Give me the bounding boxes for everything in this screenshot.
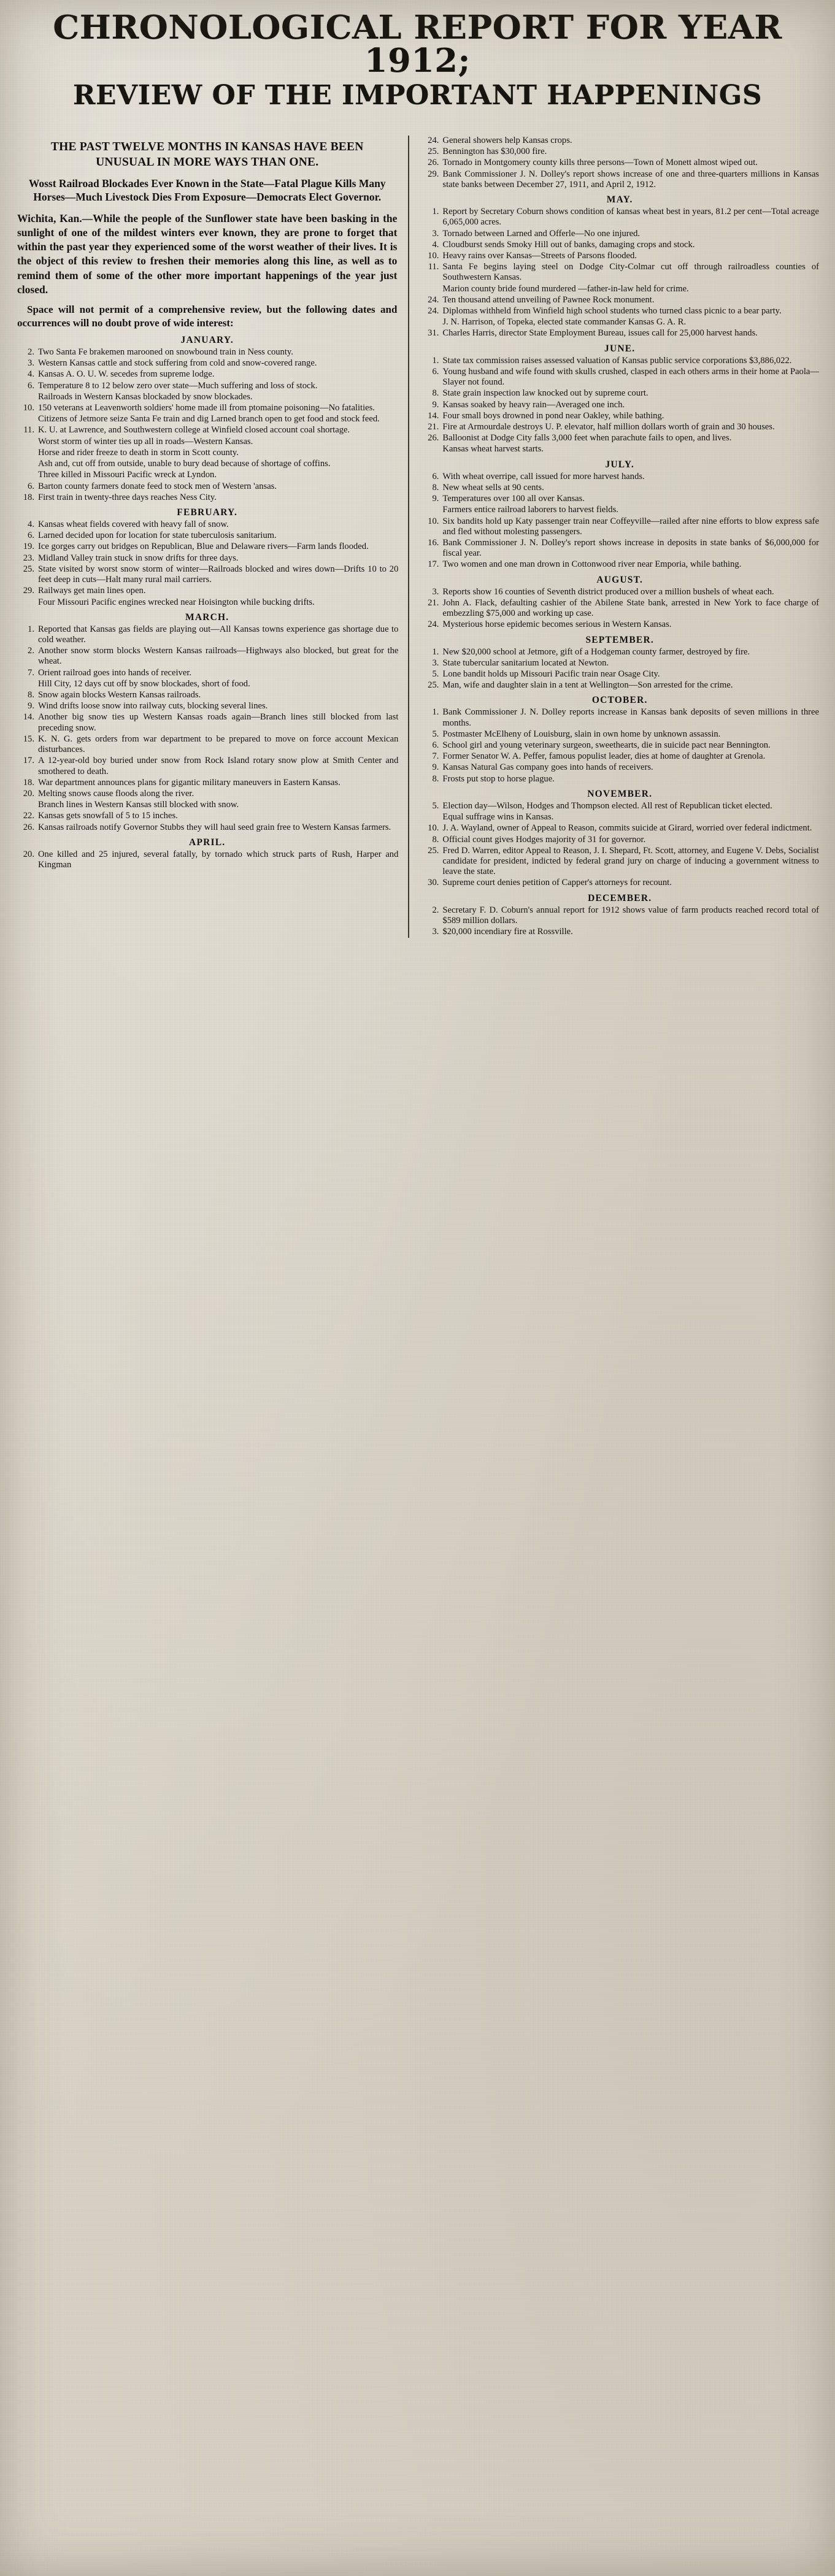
entry-text: Report by Secretary Coburn shows condition of kansas wheat best in years, 81.2 per cent—Total acreage 6,065,000 acres. [442, 207, 819, 228]
entry-day-number: 1. [432, 646, 439, 657]
entry-day-number: 3. [432, 657, 439, 668]
headline-block [0, 0, 835, 112]
month-heading: MARCH. [185, 611, 229, 623]
entry-day-number: 6. [432, 471, 439, 481]
entry-text: Four small boys drowned in pond near Oakley, while bathing. [442, 410, 664, 421]
entry-text: Kansas soaked by heavy rain—Averaged one inch. [442, 399, 625, 410]
chronology-entry [420, 422, 819, 432]
chronology-entry [16, 381, 398, 391]
chronology-entry [420, 647, 819, 657]
entry-day-number: 6. [432, 740, 439, 751]
chronology-entry [420, 538, 819, 559]
month-entry-list [420, 707, 819, 784]
entry-text: Bennington has $30,000 fire. [442, 147, 547, 157]
chronology-entry [420, 207, 819, 228]
chronology-entry [16, 811, 398, 821]
entry-day-number [420, 812, 442, 822]
entry-text: Bank Commissioner J. N. Dolley's report shows increase in deposits in state banks of $6,000,000 for fiscal year. [442, 537, 819, 559]
chronology-entry [420, 707, 819, 728]
entry-day-number: 9. [432, 399, 439, 410]
chronology-entry [16, 668, 398, 678]
month-entry-list [16, 624, 398, 833]
month-entry-list [420, 207, 819, 339]
entry-day-number: 3. [28, 358, 34, 369]
column-right [409, 136, 819, 938]
entry-day-number: 1. [432, 707, 439, 718]
chronology-entry [420, 729, 819, 740]
month-heading: APRIL. [189, 837, 226, 848]
entry-day-number: 10. [23, 403, 34, 413]
chronology-entry [16, 531, 398, 541]
chronology-entry [16, 347, 398, 358]
entry-text: John A. Flack, defaulting cashier of the Abilene State bank, arrested in New York to face charge of embezzling $75,000 and working up case. [442, 597, 819, 619]
chronology-entry [16, 679, 398, 689]
chronology-entry [16, 553, 398, 564]
headline-line-2: REVIEW OF THE IMPORTANT HAPPENINGS [72, 80, 763, 112]
entry-day-number: 17. [428, 559, 439, 570]
entry-day-number: 23. [23, 553, 34, 563]
entry-day-number [16, 597, 38, 608]
sub-deck-headline: Wosst Railroad Blockades Ever Known in the State—Fatal Plague Kills Many Horses—Much Livestock Dies From Exposure—Democrats Elect Governor. [28, 177, 386, 204]
month-entry-list [420, 905, 819, 938]
entry-day-number: 21. [428, 422, 439, 432]
entry-text: State visited by worst snow storm of winter—Railroads blocked and wires down—Drifts 10 to 20 feet deep in cuts—Halt many rural mail carriers. [38, 564, 399, 585]
entry-day-number: 11. [23, 425, 34, 435]
chronology-entry [420, 367, 819, 388]
month-entry-list [16, 347, 398, 503]
chronology-entry [16, 849, 398, 870]
entry-text: Snow again blocks Western Kansas railroads. [38, 690, 201, 700]
entry-day-number: 25. [428, 845, 439, 856]
chronology-entry [420, 751, 819, 762]
entry-text: Heavy rains over Kansas—Streets of Parsons flooded. [442, 250, 637, 261]
month-entry-list [420, 356, 819, 455]
entry-day-number: 25. [23, 564, 34, 574]
chronology-entry [16, 481, 398, 492]
chronology-entry [16, 448, 398, 458]
entry-text: Supreme court denies petition of Capper's attorneys for recount. [442, 878, 672, 888]
entry-text: Equal suffrage wins in Kansas. [442, 812, 554, 822]
entry-day-number: 9. [432, 762, 439, 773]
entry-day-number: 3. [432, 927, 439, 937]
entry-day-number [420, 284, 442, 294]
chronology-entry [420, 762, 819, 773]
month-entry-list [420, 136, 819, 190]
month-heading: JUNE. [604, 343, 636, 354]
entry-text: Man, wife and daughter slain in a tent at Wellington—Son arrested for the crime. [442, 680, 733, 691]
entry-day-number: 10. [428, 516, 439, 526]
entry-text: Western Kansas cattle and stock suffering from cold and snow-covered range. [38, 358, 317, 369]
chronology-entry [420, 472, 819, 482]
left-month-list [16, 335, 398, 870]
entry-day-number: 14. [428, 410, 439, 421]
entry-text: Secretary F. D. Coburn's annual report for 1912 shows value of farm products reached record total of $589 million dollars. [442, 905, 819, 926]
chronology-entry [420, 411, 819, 421]
chronology-entry [420, 823, 819, 834]
entry-text: One killed and 25 injured, several fatally, by tornado which struck parts of Rush, Harper and Kingman [38, 849, 399, 870]
chronology-entry [420, 494, 819, 504]
chronology-entry [420, 229, 819, 239]
entry-text: Reported that Kansas gas fields are playing out—All Kansas towns experience gas shortage due to cold weather. [38, 624, 399, 645]
chronology-entry [16, 646, 398, 667]
entry-text: New wheat sells at 90 cents. [442, 482, 544, 493]
chronology-entry [16, 564, 398, 585]
entry-text: A 12-year-old boy buried under snow from Rock Island rotary snow plow at Smith Center and smothered to death. [38, 756, 399, 776]
entry-text: Frosts put stop to horse plague. [442, 773, 555, 784]
chronology-entry [420, 169, 819, 190]
entry-day-number: 18. [23, 492, 34, 502]
chronology-entry [16, 403, 398, 413]
entry-text: Postmaster McElheny of Louisburg, slain in own home by unknown assassin. [442, 729, 721, 739]
month-heading: JULY. [605, 459, 634, 470]
entry-text: Election day—Wilson, Hodges and Thompson elected. All rest of Republican ticket elected. [442, 800, 772, 811]
chronology-entry [420, 158, 819, 168]
chronology-entry [16, 519, 398, 530]
entry-text: Balloonist at Dodge City falls 3,000 feet when parachute fails to open, and lives. [442, 433, 732, 443]
chronology-entry [420, 251, 819, 261]
entry-day-number: 17. [23, 756, 34, 766]
entry-day-number: 25. [428, 147, 439, 157]
entry-text: War department announces plans for gigantic military maneuvers in Eastern Kansas. [38, 777, 341, 788]
entry-day-number [16, 437, 38, 447]
entry-text: Fred D. Warren, editor Appeal to Reason, J. I. Shepard, Ft. Scott, attorney, and Eugene V. Debs, Socialist candidate for president, indicted by federal grand jury on charge of inducing a government witness to leave the state. [442, 845, 819, 877]
entry-day-number: 3. [432, 228, 439, 239]
month-entry-list [420, 587, 819, 631]
entry-text: State grain inspection law knocked out by supreme court. [442, 388, 648, 399]
entry-text: Bank Commissioner J. N. Dolley reports increase in Kansas bank deposits of seven millions in three months. [442, 707, 819, 728]
entry-day-number: 16. [428, 537, 439, 548]
chronology-entry [420, 136, 819, 146]
entry-day-number: 31. [428, 328, 439, 339]
entry-day-number: 3. [432, 586, 439, 597]
entry-text: Six bandits hold up Katy passenger train near Coffeyville—railed after nine efforts to blow express safe and fled without molesting passengers. [442, 516, 819, 537]
entry-text: Temperature 8 to 12 below zero over state—Much suffering and loss of stock. [38, 380, 318, 391]
entry-text: Santa Fe begins laying steel on Dodge City-Colmar cut off through railroadless counties of Southwestern Kansas. [442, 262, 819, 283]
entry-day-number: 7. [28, 667, 34, 678]
chronology-entry [420, 927, 819, 937]
chronology-entry [420, 284, 819, 294]
entry-text: Diplomas withheld from Winfield high school students who turned class picnic to a bear party. [442, 306, 782, 316]
chronology-entry [420, 262, 819, 283]
entry-text: Horse and rider freeze to death in storm in Scott county. [38, 447, 239, 458]
entry-text: First train in twenty-three days reaches Ness City. [38, 492, 217, 502]
entry-day-number: 14. [23, 712, 34, 723]
entry-text: Ash and, cut off from outside, unable to bury dead because of shortage of coffins. [38, 459, 331, 469]
chronology-entry [16, 701, 398, 711]
entry-day-number: 11. [428, 262, 439, 272]
chronology-entry [420, 878, 819, 888]
entry-text: Melting snows cause floods along the river. [38, 789, 194, 799]
entry-day-number: 24. [428, 619, 439, 630]
entry-day-number: 18. [23, 777, 34, 788]
chronology-entry [16, 789, 398, 799]
entry-day-number: 20. [23, 849, 34, 859]
entry-day-number: 9. [432, 494, 439, 504]
chronology-entry [420, 801, 819, 811]
entry-day-number [16, 800, 38, 810]
second-paragraph: Space will not permit of a comprehensive review, but the following dates and occurrences will no doubt prove of wide interest: [17, 303, 398, 329]
chronology-entry [16, 624, 398, 645]
entry-day-number [420, 317, 442, 328]
entry-day-number: 6. [432, 366, 439, 377]
chronology-entry [16, 597, 398, 608]
entry-text: 150 veterans at Leavenworth soldiers' home made ill from ptomaine poisoning—No fatalities. [38, 403, 375, 413]
entry-text: Branch lines in Western Kansas still blocked with snow. [38, 800, 239, 810]
entry-day-number: 26. [428, 158, 439, 168]
entry-text: New $20,000 school at Jetmore, gift of a Hodgeman county farmer, destroyed by fire. [442, 646, 750, 657]
entry-text: Another big snow ties up Western Kansas roads again—Branch lines still blocked from last preceding snow. [38, 712, 399, 733]
month-heading: NOVEMBER. [587, 788, 653, 799]
entry-text: Official count gives Hodges majority of 31 for governor. [442, 834, 646, 845]
chronology-entry [420, 559, 819, 570]
entry-text: Reports show 16 counties of Seventh district produced over a million bushels of wheat each. [442, 586, 774, 597]
chronology-entry [420, 306, 819, 316]
entry-text: Former Senator W. A. Peffer, famous populist leader, dies at home of daughter at Grenola. [442, 751, 766, 762]
chronology-entry [16, 712, 398, 733]
entry-text: Kansas A. O. U. W. secedes from supreme lodge. [38, 369, 215, 380]
entry-day-number: 8. [28, 690, 34, 700]
entry-text: Four Missouri Pacific engines wrecked near Hoisington while bucking drifts. [38, 597, 315, 607]
entry-text: Farmers entice railroad laborers to harvest fields. [442, 505, 618, 515]
entry-day-number: 5. [432, 729, 439, 739]
entry-day-number: 1. [432, 355, 439, 366]
entry-day-number: 4. [28, 519, 34, 529]
chronology-entry [420, 835, 819, 845]
chronology-entry [420, 516, 819, 537]
entry-day-number [16, 414, 38, 424]
month-heading: AUGUST. [596, 574, 644, 585]
chronology-entry [420, 483, 819, 493]
entry-day-number: 8. [432, 482, 439, 493]
entry-day-number: 10. [428, 823, 439, 834]
entry-text: Kansas gets snowfall of 5 to 15 inches. [38, 811, 178, 821]
chronology-entry [420, 356, 819, 366]
chronology-entry [16, 369, 398, 380]
chronology-entry [16, 459, 398, 469]
entry-day-number: 20. [23, 789, 34, 799]
entry-day-number: 8. [432, 773, 439, 784]
month-entry-list [420, 472, 819, 570]
entry-day-number [420, 505, 442, 515]
entry-day-number: 6. [28, 531, 34, 541]
headline-line-1: CHRONOLOGICAL REPORT FOR YEAR 1912; [53, 9, 782, 80]
entry-text: Railways get main lines open. [38, 586, 146, 596]
chronology-entry [420, 774, 819, 784]
chronology-entry [420, 444, 819, 454]
article-columns [0, 133, 835, 950]
entry-day-number: 25. [428, 680, 439, 691]
chronology-entry [420, 905, 819, 926]
chronology-entry [16, 756, 398, 776]
entry-day-number: 2. [28, 347, 34, 357]
chronology-entry [420, 680, 819, 691]
month-heading: SEPTEMBER. [585, 634, 654, 645]
entry-text: Lone bandit holds up Missouri Pacific train near Osage City. [442, 669, 660, 679]
chronology-entry [16, 800, 398, 810]
entry-text: Another snow storm blocks Western Kansas railroads—Highways also blocked, but great for the wheat. [38, 646, 399, 667]
chronology-entry [420, 317, 819, 328]
entry-text: Fire at Armourdale destroys U. P. elevator, half million dollars worth of grain and 30 houses. [442, 422, 775, 432]
entry-text: Three killed in Missouri Pacific wreck at Lyndon. [38, 470, 217, 480]
entry-text: With wheat overripe, call issued for more harvest hands. [442, 471, 645, 481]
chronology-entry [420, 846, 819, 878]
entry-day-number: 8. [432, 388, 439, 399]
entry-day-number: 6. [28, 380, 34, 391]
month-heading: OCTOBER. [591, 695, 648, 706]
entry-text: State tubercular sanitarium located at Newton. [442, 657, 609, 668]
chronology-entry [16, 437, 398, 447]
chronology-entry [16, 392, 398, 402]
entry-text: Worst storm of winter ties up all in roads—Western Kansas. [38, 436, 253, 447]
entry-day-number: 29. [428, 169, 439, 179]
chronology-entry [16, 493, 398, 503]
chronology-entry [420, 658, 819, 669]
chronology-entry [420, 587, 819, 597]
entry-text: Marion county bride found murdered —father-in-law held for crime. [442, 283, 689, 294]
chronology-entry [420, 328, 819, 339]
entry-text: Orient railroad goes into hands of receiver. [38, 667, 192, 678]
entry-day-number: 4. [432, 239, 439, 250]
entry-text: Kansas railroads notify Governor Stubbs they will haul seed grain free to Western Kansas farmers. [38, 822, 391, 832]
entry-text: K. U. at Lawrence, and Southwestern college at Winfield closed account coal shortage. [38, 425, 350, 435]
entry-text: Young husband and wife found with skulls crushed, clasped in each others arms in their home at Paola—Slayer not found. [442, 366, 819, 388]
chronology-entry [420, 669, 819, 680]
entry-day-number: 2. [28, 646, 34, 656]
chronology-entry [16, 822, 398, 833]
entry-day-number: 5. [432, 800, 439, 811]
entry-text: Ice gorges carry out bridges on Republican, Blue and Delaware rivers—Farm lands flooded. [38, 542, 369, 552]
entry-day-number: 30. [428, 878, 439, 888]
entry-text: Cloudburst sends Smoky Hill out of banks, damaging crops and stock. [442, 239, 695, 250]
entry-text: Kansas wheat fields covered with heavy fall of snow. [38, 519, 229, 529]
month-entry-list [16, 519, 398, 608]
entry-text: Tornado between Larned and Offerle—No one injured. [442, 228, 641, 239]
chronology-entry [16, 542, 398, 552]
entry-day-number: 6. [28, 481, 34, 491]
entry-text: School girl and young veterinary surgeon, sweethearts, die in suicide pact near Bennington. [442, 740, 771, 751]
entry-text: J. A. Wayland, owner of Appeal to Reason, commits suicide at Girard, worried over federal indictment. [442, 823, 812, 834]
month-entry-list [420, 647, 819, 691]
month-entry-list [16, 849, 398, 870]
entry-day-number: 26. [428, 433, 439, 443]
chronology-entry [420, 295, 819, 305]
entry-day-number: 1. [28, 624, 34, 634]
chronology-entry [420, 740, 819, 751]
entry-day-number: 24. [428, 306, 439, 316]
entry-day-number: 1. [432, 207, 439, 217]
entry-day-number: 2. [432, 905, 439, 915]
entry-day-number: 29. [23, 586, 34, 596]
entry-text: Hill City, 12 days cut off by snow blockades, short of food. [38, 678, 250, 689]
entry-day-number: 26. [23, 822, 34, 832]
entry-day-number: 15. [23, 734, 34, 744]
chronology-entry [420, 400, 819, 410]
entry-text: Railroads in Western Kansas blockaded by snow blockades. [38, 391, 253, 402]
month-entry-list [420, 801, 819, 889]
entry-day-number: 24. [428, 135, 439, 145]
chronology-entry [420, 147, 819, 157]
entry-day-number [16, 392, 38, 402]
chronology-entry [420, 598, 819, 619]
chronology-entry [16, 358, 398, 369]
entry-day-number: 10. [428, 250, 439, 261]
chronology-entry [420, 388, 819, 399]
entry-text: Two Santa Fe brakemen marooned on snowbound train in Ness county. [38, 347, 293, 357]
entry-day-number: 9. [28, 701, 34, 711]
entry-day-number [420, 444, 442, 454]
chronology-entry [16, 586, 398, 596]
entry-text: Ten thousand attend unveiling of Pawnee Rock monument. [442, 294, 655, 305]
entry-text: Midland Valley train stuck in snow drifts for three days. [38, 553, 239, 563]
deck-headline: THE PAST TWELVE MONTHS IN KANSAS HAVE BEEN UNUSUAL IN MORE WAYS THAN ONE. [50, 140, 364, 169]
entry-text: General showers help Kansas crops. [442, 135, 572, 145]
entry-text: Two women and one man drown in Cottonwood river near Emporia, while bathing. [442, 559, 742, 570]
entry-day-number: 5. [432, 669, 439, 679]
entry-text: Temperatures over 100 all over Kansas. [442, 494, 585, 504]
entry-day-number [16, 679, 38, 689]
chronology-entry [16, 690, 398, 700]
entry-text: Kansas Natural Gas company goes into hands of receivers. [442, 762, 653, 773]
column-left [16, 136, 409, 938]
entry-day-number: 19. [23, 542, 34, 552]
entry-text: Mysterious horse epidemic becomes serious in Western Kansas. [442, 619, 672, 630]
chronology-entry [16, 470, 398, 480]
entry-day-number: 7. [432, 751, 439, 762]
entry-text: K. N. G. gets orders from war department to be prepared to move on force account Mexican disturbances. [38, 734, 399, 755]
entry-text: Barton county farmers donate feed to stock men of Western 'ansas. [38, 481, 277, 491]
entry-text: Kansas wheat harvest starts. [442, 444, 544, 454]
chronology-entry [420, 240, 819, 250]
entry-text: Charles Harris, director State Employment Bureau, issues call for 25,000 harvest hands. [442, 328, 758, 339]
chronology-entry [420, 619, 819, 630]
entry-text: $20,000 incendiary fire at Rossville. [442, 927, 573, 937]
entry-day-number: 21. [428, 597, 439, 608]
entry-text: State tax commission raises assessed valuation of Kansas public service corporations $3,886,022. [442, 355, 792, 366]
entry-day-number: 22. [23, 811, 34, 821]
chronology-entry [420, 812, 819, 822]
entry-text: Tornado in Montgomery county kills three persons—Town of Monett almost wiped out. [442, 158, 758, 168]
chronology-entry [16, 778, 398, 788]
entry-day-number: 4. [28, 369, 34, 380]
entry-text: Wind drifts loose snow into railway cuts, blocking several lines. [38, 701, 268, 711]
entry-text: Bank Commissioner J. N. Dolley's report shows increase of one and three-quarters millions in Kansas state banks between December 27, 1911, and April 2, 1912. [442, 169, 819, 190]
entry-day-number [16, 459, 38, 469]
chronology-entry [16, 734, 398, 755]
month-heading: MAY. [606, 194, 633, 205]
entry-day-number: 8. [432, 834, 439, 845]
month-heading: DECEMBER. [588, 892, 652, 903]
entry-text: Citizens of Jetmore seize Santa Fe train and dig Larned branch open to get food and stock feed. [38, 414, 380, 424]
chronology-entry [16, 414, 398, 424]
month-heading: FEBRUARY. [177, 507, 238, 518]
chronology-entry [16, 425, 398, 435]
entry-text: Larned decided upon for location for state tuberculosis sanitarium. [38, 531, 277, 541]
entry-day-number: 24. [428, 294, 439, 305]
entry-day-number [16, 448, 38, 458]
entry-text: J. N. Harrison, of Topeka, elected state commander Kansas G. A. R. [442, 317, 687, 328]
entry-day-number [16, 470, 38, 480]
lede-paragraph: Wichita, Kan.—While the people of the Sunflower state have been basking in the sunlight of one of the mildest winters ever known, they are prone to forget that within the past year they experienced some of the worst weather of their lives. It is the object of this review to freshen their memories along this line, as well as to remind them of some of the other more important happenings of the year just closed. [17, 212, 398, 296]
chronology-entry [420, 433, 819, 443]
month-heading: JANUARY. [180, 334, 234, 345]
right-month-list [420, 136, 819, 937]
chronology-entry [420, 505, 819, 515]
